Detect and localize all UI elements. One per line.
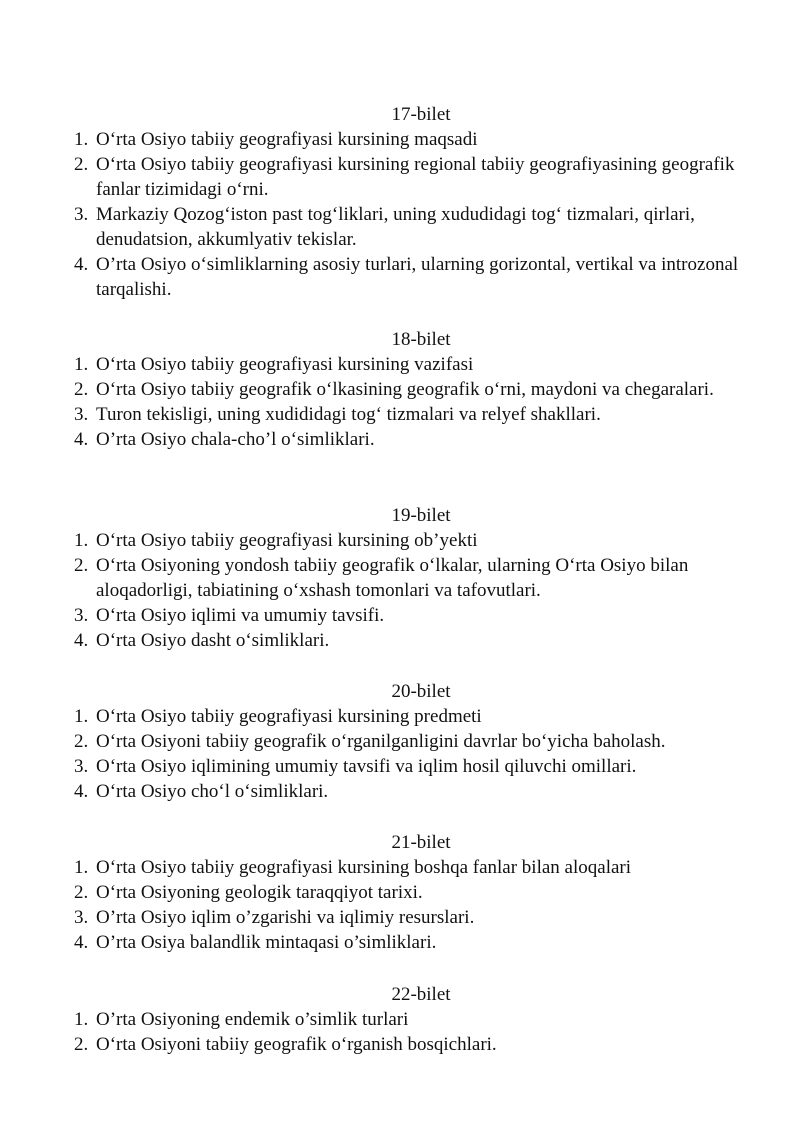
question-text: O’rta Osiyo o‘simliklarning asosiy turlari, ularning gorizontal, vertikal va introzonal tarqalishi. <box>96 254 739 300</box>
question-number: 2. <box>74 379 89 400</box>
question-item <box>74 202 754 252</box>
question-text: O‘rta Osiyo tabiiy geografiyasi kursining maqsadi <box>96 129 478 150</box>
question-item <box>74 905 754 930</box>
question-text: O‘rta Osiyo cho‘l o‘simliklari. <box>96 781 329 802</box>
question-text: O‘rta Osiyo tabiiy geografiyasi kursining boshqa fanlar bilan aloqalari <box>96 857 632 878</box>
question-item <box>74 603 754 628</box>
question-item <box>74 553 754 603</box>
question-list <box>74 704 754 804</box>
bilet-title: 17-bilet <box>391 104 451 125</box>
bilet-22 <box>74 982 754 1057</box>
question-item <box>74 1032 754 1057</box>
question-item <box>74 779 754 804</box>
question-item <box>74 377 754 402</box>
question-item <box>74 402 754 427</box>
question-item <box>74 855 754 880</box>
question-item <box>74 754 754 779</box>
question-list <box>74 528 754 653</box>
bilet-title: 20-bilet <box>391 681 451 702</box>
question-text: Markaziy Qozog‘iston past tog‘liklari, uning xududidagi tog‘ tizmalari, qirlari, denudatsion, akkumlyativ tekislar. <box>96 204 695 250</box>
question-number: 3. <box>74 404 89 425</box>
question-text: O‘rta Osiyo tabiiy geografik o‘lkasining geografik o‘rni, maydoni va chegaralari. <box>96 379 714 400</box>
question-number: 4. <box>74 630 89 651</box>
question-number: 2. <box>74 882 89 903</box>
question-list <box>74 352 754 452</box>
question-number: 2. <box>74 154 89 175</box>
question-text: O‘rta Osiyo iqlimi va umumiy tavsifi. <box>96 605 385 626</box>
question-list <box>74 855 754 955</box>
question-number: 1. <box>74 129 89 150</box>
question-text: O’rta Osiyoning endemik o’simlik turlari <box>96 1009 409 1030</box>
question-list <box>74 1007 754 1057</box>
question-number: 1. <box>74 354 89 375</box>
question-number: 2. <box>74 1034 89 1055</box>
question-number: 3. <box>74 756 89 777</box>
question-item <box>74 880 754 905</box>
bilet-17 <box>74 102 754 302</box>
bilet-title: 18-bilet <box>391 329 451 350</box>
question-list <box>74 127 754 302</box>
question-item <box>74 528 754 553</box>
bilet-title: 19-bilet <box>391 505 451 526</box>
question-text: O‘rta Osiyo tabiiy geografiyasi kursining regional tabiiy geografiyasining geografik fanlar tizimidagi o‘rni. <box>96 154 735 200</box>
question-number: 4. <box>74 932 89 953</box>
question-text: O’rta Osiyo iqlim o’zgarishi va iqlimiy resurslari. <box>96 907 475 928</box>
question-text: Turon tekisligi, uning xudididagi tog‘ tizmalari va relyef shakllari. <box>96 404 601 425</box>
question-item <box>74 930 754 955</box>
bilet-19 <box>74 503 754 653</box>
question-number: 2. <box>74 731 89 752</box>
question-item <box>74 427 754 452</box>
question-item <box>74 704 754 729</box>
question-item <box>74 628 754 653</box>
question-text: O‘rta Osiyoning geologik taraqqiyot tarixi. <box>96 882 423 903</box>
question-text: O‘rta Osiyo tabiiy geografiyasi kursining vazifasi <box>96 354 474 375</box>
question-number: 1. <box>74 706 89 727</box>
question-text: O‘rta Osiyoni tabiiy geografik o‘rganish bosqichlari. <box>96 1034 497 1055</box>
question-number: 3. <box>74 204 89 225</box>
question-number: 4. <box>74 429 89 450</box>
question-number: 3. <box>74 907 89 928</box>
question-item <box>74 729 754 754</box>
question-text: O‘rta Osiyoni tabiiy geografik o‘rganilganligini davrlar bo‘yicha baholash. <box>96 731 666 752</box>
question-number: 4. <box>74 781 89 802</box>
question-number: 1. <box>74 1009 89 1030</box>
question-text: O‘rta Osiyo iqlimining umumiy tavsifi va iqlim hosil qiluvchi omillari. <box>96 756 637 777</box>
question-number: 3. <box>74 605 89 626</box>
bilet-21 <box>74 830 754 955</box>
question-text: O’rta Osiya balandlik mintaqasi o’simliklari. <box>96 932 437 953</box>
bilet-20 <box>74 679 754 804</box>
question-text: O’rta Osiyo chala-cho’l o‘simliklari. <box>96 429 375 450</box>
question-item <box>74 252 754 302</box>
question-text: O‘rta Osiyoning yondosh tabiiy geografik o‘lkalar, ularning O‘rta Osiyo bilan aloqadorligi, tabiatining o‘xshash tomonlari va tafovutlari. <box>96 555 689 601</box>
question-number: 1. <box>74 857 89 878</box>
bilet-title: 22-bilet <box>391 984 451 1005</box>
question-number: 4. <box>74 254 89 275</box>
question-number: 2. <box>74 555 89 576</box>
question-text: O‘rta Osiyo tabiiy geografiyasi kursining ob’yekti <box>96 530 478 551</box>
question-text: O‘rta Osiyo dasht o‘simliklari. <box>96 630 330 651</box>
bilet-title: 21-bilet <box>391 832 451 853</box>
bilet-18 <box>74 327 754 452</box>
question-item <box>74 1007 754 1032</box>
question-number: 1. <box>74 530 89 551</box>
question-item <box>74 152 754 202</box>
question-item <box>74 127 754 152</box>
question-text: O‘rta Osiyo tabiiy geografiyasi kursining predmeti <box>96 706 482 727</box>
question-item <box>74 352 754 377</box>
